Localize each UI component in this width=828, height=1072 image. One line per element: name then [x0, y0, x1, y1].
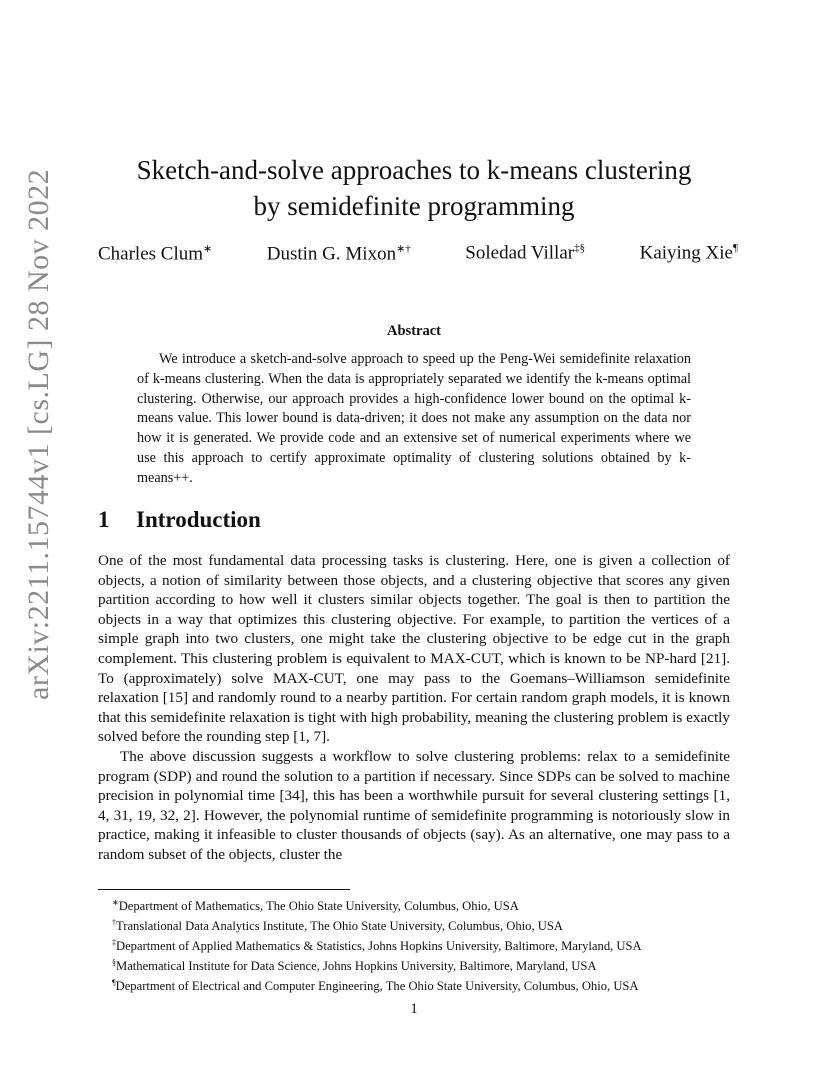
footnote: ∗Department of Mathematics, The Ohio State University, Columbus, Ohio, USA	[112, 898, 519, 914]
section-title: Introduction	[136, 507, 261, 532]
affiliation-marks[interactable]: ¶	[733, 242, 738, 254]
intro-paragraph-2: The above discussion suggests a workflow to solve clustering problems: relax to a semidefinite program (SDP) and round the solution to a partition if necessary. Since SDPs can be solved to machine precision in polynomial time [34], this has been a worthwhile pursuit for several clustering settings [1, 4, 31, 19, 32, 2]. However, the polynomial runtime of semidefinite programming is notoriously slow in practice, making it infeasible to cluster thousands of objects (say). As an alternative, one may pass to a random subset of the objects, cluster the	[98, 747, 730, 863]
footnote-rule	[98, 889, 350, 890]
paper-title	[98, 152, 730, 224]
intro-paragraph-1: One of the most fundamental data processing tasks is clustering. Here, one is given a collection of objects, a notion of similarity between those objects, and a clustering objective that scores any given partition according to how well it clusters similar objects together. The goal is then to partition the objects in a way that optimizes this clustering objective. For example, to partition the vertices of a simple graph into two clusters, one might take the clustering objective to be edge cut in the graph complement. This clustering problem is equivalent to MAX-CUT, which is known to be NP-hard [21]. To (approximately) solve MAX-CUT, one may pass to the Goemans–Williamson semidefinite relaxation [15] and randomly round to a nearby partition. For certain random graph models, it is known that this semidefinite relaxation is tight with high probability, meaning the clustering problem is exactly solved before the rounding step [1, 7].	[98, 552, 730, 746]
arxiv-identifier[interactable]: arXiv:2211.15744v1 [cs.LG] 28 Nov 2022	[22, 168, 55, 700]
abstract-heading: Abstract	[387, 323, 441, 339]
author: Soledad Villar‡§	[465, 242, 586, 264]
affiliation-marks[interactable]: ∗†	[396, 243, 411, 255]
affiliation-marks[interactable]: ∗	[203, 243, 213, 255]
section-heading	[98, 507, 261, 533]
author: Charles Clum∗	[98, 243, 213, 265]
footnote: †Translational Data Analytics Institute, The Ohio State University, Columbus, Ohio, USA	[112, 918, 563, 934]
section-number: 1	[98, 507, 110, 532]
author: Dustin G. Mixon∗†	[266, 243, 411, 265]
footnote: §Mathematical Institute for Data Science, Johns Hopkins University, Baltimore, Maryland, USA	[112, 958, 597, 974]
introduction-body	[98, 551, 730, 865]
author-list	[98, 242, 738, 265]
footnote: ¶Department of Electrical and Computer Engineering, The Ohio State University, Columbus, Ohio, USA	[112, 978, 639, 994]
title-line-1: Sketch-and-solve approaches to k-means clustering	[136, 155, 692, 185]
abstract-body: We introduce a sketch-and-solve approach to speed up the Peng-Wei semidefinite relaxation of k-means clustering. When the data is appropriately separated we identify the k-means optimal clustering. Otherwise, our approach provides a high-confidence lower bound on the optimal k-means value. This lower bound is data-driven; it does not make any assumption on the data nor how it is generated. We provide code and an extensive set of numerical experiments where we use this approach to certify approximate optimality of clustering solutions obtained by k-means++.	[137, 351, 691, 486]
affiliation-marks[interactable]: ‡§	[574, 242, 586, 254]
author: Kaiying Xie¶	[639, 242, 738, 264]
footnotes	[112, 895, 742, 995]
title-line-2: by semidefinite programming	[253, 191, 575, 221]
footnote: ‡Department of Applied Mathematics & Statistics, Johns Hopkins University, Baltimore, Maryland, USA	[112, 938, 642, 954]
page-number: 1	[410, 1001, 418, 1017]
